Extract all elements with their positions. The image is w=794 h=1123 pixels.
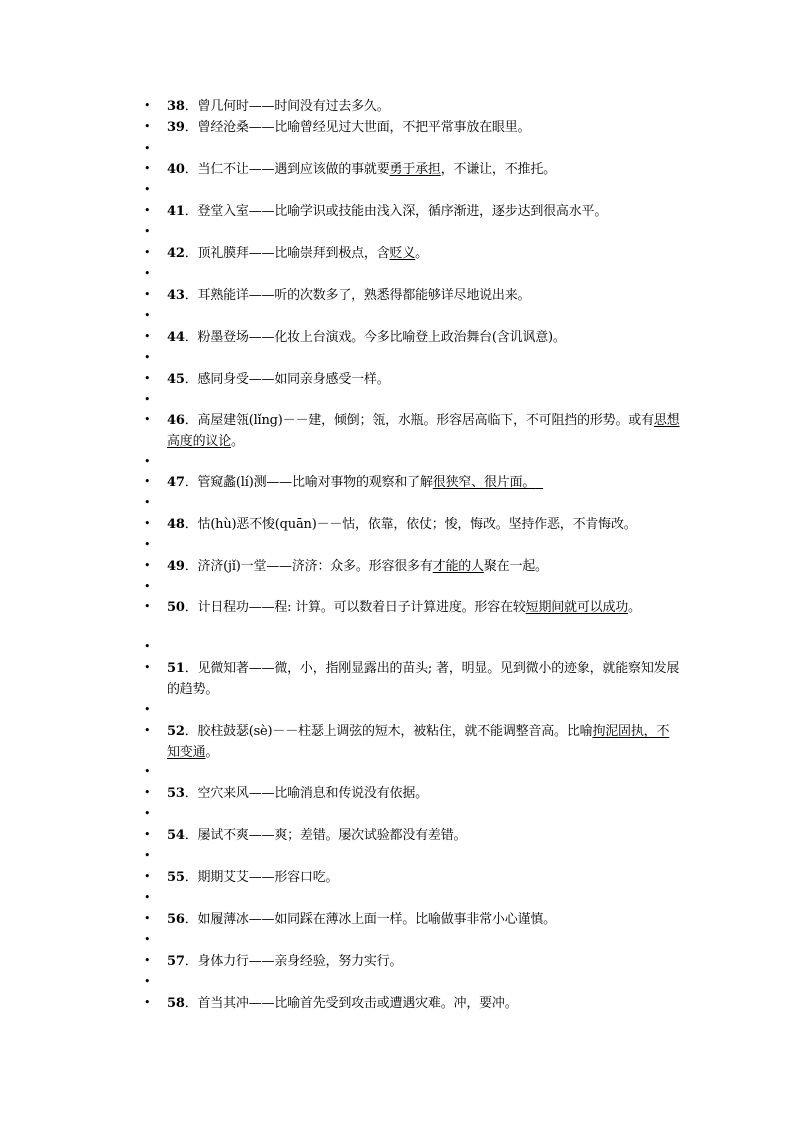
bullet: • xyxy=(144,600,151,613)
bullet: • xyxy=(144,372,151,385)
entry-text: 48．怙(hù)恶不悛(quān)－－怙，依靠，依仗；悛，悔改。坚持作恶，不肯悔改。 xyxy=(167,517,637,532)
entry-text: 42．顶礼膜拜——比喻崇拜到极点，含贬义。 xyxy=(167,246,428,261)
entry-body: 济济(jǐ)一堂——济济：众多。形容很多有 xyxy=(197,559,433,574)
entry-text: 56．如履薄冰——如同踩在薄冰上面一样。比喻做事非常小心谨慎。 xyxy=(167,912,556,927)
entry-number: 39 xyxy=(167,120,185,135)
bullet: • xyxy=(144,142,151,155)
bullet: • xyxy=(144,517,151,530)
entry-body: 高屋建瓴(lǐng)－－建，倾倒；瓴，水瓶。形容居高临下，不可阻挡的形势。或有 xyxy=(197,413,654,428)
underlined-text: 才能的人 xyxy=(432,559,484,574)
entry-body: 耳熟能详——听的次数多了，熟悉得都能够详尽地说出来。 xyxy=(197,288,531,303)
entry-body: 顶礼膜拜——比喻崇拜到极点，含 xyxy=(197,246,390,261)
entry-number: 52 xyxy=(167,724,185,739)
bullet: • xyxy=(144,640,151,653)
entry-number: 54 xyxy=(167,828,185,843)
entry-number: 55 xyxy=(167,870,185,885)
entry-body: 感同身受——如同亲身感受一样。 xyxy=(197,372,390,387)
entry-number: 41 xyxy=(167,204,185,219)
entry-text: 41．登堂入室——比喻学识或技能由浅入深，循序渐进，逐步达到很高水平。 xyxy=(167,204,608,219)
entry-text: 45．感同身受——如同亲身感受一样。 xyxy=(167,372,390,387)
bullet: • xyxy=(144,204,151,217)
entry-body-tail: 聚在一起。 xyxy=(483,559,548,574)
entry-text: 55．期期艾艾——形容口吃。 xyxy=(167,870,339,885)
entry-text: 39．曾经沧桑——比喻曾经见过大世面，不把平常事放在眼里。 xyxy=(167,120,531,135)
underlined-text: 思想高度的议论 xyxy=(167,413,680,449)
bullet: • xyxy=(144,765,151,778)
entry-text: 43．耳熟能详——听的次数多了，熟悉得都能够详尽地说出来。 xyxy=(167,288,531,303)
entry-number: 48 xyxy=(167,517,185,532)
bullet: • xyxy=(144,99,151,112)
bullet: • xyxy=(144,661,151,674)
bullet: • xyxy=(144,580,151,593)
bullet: • xyxy=(144,912,151,925)
bullet: • xyxy=(144,891,151,904)
bullet: • xyxy=(144,351,151,364)
entry-body: 屡试不爽——爽；差错。屡次试验都没有差错。 xyxy=(197,828,467,843)
bullet: • xyxy=(144,807,151,820)
entry-body: 登堂入室——比喻学识或技能由浅入深，循序渐进，逐步达到很高水平。 xyxy=(197,204,608,219)
bullet: • xyxy=(144,120,151,133)
entry-body: 首当其冲——比喻首先受到攻击或遭遇灾难。冲，要冲。 xyxy=(197,996,518,1011)
bullet: • xyxy=(144,975,151,988)
bullet: • xyxy=(144,413,151,426)
entry-number: 40 xyxy=(167,162,185,177)
underlined-text: 贬义 xyxy=(389,246,416,261)
bullet: • xyxy=(144,267,151,280)
entry-text: 38．曾几何时——时间没有过去多久。 xyxy=(167,99,390,114)
bullet: • xyxy=(144,703,151,716)
entry-number: 56 xyxy=(167,912,185,927)
entry-body: 空穴来风——比喻消息和传说没有依据。 xyxy=(197,786,428,801)
underlined-text: 很狭窄、很片面。 xyxy=(432,475,536,490)
entry-body: 曾几何时——时间没有过去多久。 xyxy=(197,99,390,114)
entry-number: 42 xyxy=(167,246,185,261)
bullet: • xyxy=(144,849,151,862)
bullet: • xyxy=(144,954,151,967)
entry-text: 49．济济(jǐ)一堂——济济：众多。形容很多有才能的人聚在一起。 xyxy=(167,559,548,574)
entry-text: 40．当仁不让——遇到应该做的事就要勇于承担，不谦让，不推托。 xyxy=(167,162,556,177)
bullet: • xyxy=(144,724,151,737)
bullet: • xyxy=(144,786,151,799)
entry-body: 期期艾艾——形容口吃。 xyxy=(197,870,339,885)
entry-text: 53．空穴来风——比喻消息和传说没有依据。 xyxy=(167,786,428,801)
entry-body-tail: ，不谦让，不推托。 xyxy=(440,162,556,177)
entry-number: 49 xyxy=(167,559,185,574)
underlined-text: 勇于承担 xyxy=(389,162,441,177)
entry-number: 47 xyxy=(167,475,185,490)
entry-body: 粉墨登场——化妆上台演戏。今多比喻登上政治舞台(含讥讽意)。 xyxy=(197,330,566,345)
bullet: • xyxy=(144,246,151,259)
bullet: • xyxy=(144,288,151,301)
entry-body-tail: 。 xyxy=(231,434,244,449)
entry-body-tail: 。 xyxy=(415,246,428,261)
entry-body: 如履薄冰——如同踩在薄冰上面一样。比喻做事非常小心谨慎。 xyxy=(197,912,556,927)
entry-text: 54．屡试不爽——爽；差错。屡次试验都没有差错。 xyxy=(167,828,467,843)
bullet: • xyxy=(144,828,151,841)
entry-text: 50．计日程功——程: 计算。可以数着日子计算进度。形容在较短期间就可以成功。 xyxy=(167,600,641,615)
entry-number: 43 xyxy=(167,288,185,303)
entry-text: 47．管窥蠡(lí)测——比喻对事物的观察和了解很狭窄、很片面。 xyxy=(167,475,536,490)
entry-text: 44．粉墨登场——化妆上台演戏。今多比喻登上政治舞台(含讥讽意)。 xyxy=(167,330,566,345)
entry-number: 57 xyxy=(167,954,185,969)
entry-number: 51 xyxy=(167,661,185,676)
bullet: • xyxy=(144,496,151,509)
entry-body: 见微知著——微，小，指刚显露出的苗头; 著，明显。见到微小的迹象，就能察知发展的趋势。 xyxy=(167,661,680,697)
entry-body: 胶柱鼓瑟(sè)－－柱瑟上调弦的短木，被粘住，就不能调整音高。比喻 xyxy=(197,724,593,739)
entry-body: 管窥蠡(lí)测——比喻对事物的观察和了解 xyxy=(197,475,433,490)
entry-number: 50 xyxy=(167,600,185,615)
entry-number: 38 xyxy=(167,99,185,114)
entry-text: 51．见微知著——微，小，指刚显露出的苗头; 著，明显。见到微小的迹象，就能察知发展的趋势。 xyxy=(167,661,680,697)
entry-text: 52．胶柱鼓瑟(sè)－－柱瑟上调弦的短木，被粘住，就不能调整音高。比喻拘泥固执，不知变通。 xyxy=(167,724,670,760)
bullet: • xyxy=(144,996,151,1009)
entry-body-tail: 。 xyxy=(205,745,219,760)
entry-body-tail: 。 xyxy=(628,600,641,615)
entry-body: 计日程功——程: 计算。可以数着日子计算进度。形容在较 xyxy=(197,600,526,615)
bullet: • xyxy=(144,225,151,238)
underlined-text: 拘泥固执，不知变通 xyxy=(167,724,670,760)
bullet: • xyxy=(144,455,151,468)
entry-text: 57．身体力行——亲身经验，努力实行。 xyxy=(167,954,403,969)
bullet: • xyxy=(144,183,151,196)
underlined-text: 短期间就可以成功 xyxy=(525,600,629,615)
bullet: • xyxy=(144,393,151,406)
bullet: • xyxy=(144,330,151,343)
entry-body: 怙(hù)恶不悛(quān)－－怙，依靠，依仗；悛，悔改。坚持作恶，不肯悔改。 xyxy=(197,517,637,532)
entry-text: 58．首当其冲——比喻首先受到攻击或遭遇灾难。冲，要冲。 xyxy=(167,996,518,1011)
entry-body: 曾经沧桑——比喻曾经见过大世面，不把平常事放在眼里。 xyxy=(197,120,531,135)
entry-number: 46 xyxy=(167,413,185,428)
entry-number: 44 xyxy=(167,330,185,345)
entry-number: 58 xyxy=(167,996,185,1011)
entry-text: 46．高屋建瓴(lǐng)－－建，倾倒；瓴，水瓶。形容居高临下，不可阻挡的形势。或有思想高度的议论。 xyxy=(167,413,680,449)
bullet: • xyxy=(144,309,151,322)
entry-body: 当仁不让——遇到应该做的事就要 xyxy=(197,162,390,177)
bullet: • xyxy=(144,475,151,488)
bullet: • xyxy=(144,870,151,883)
bullet: • xyxy=(144,538,151,551)
entry-body: 身体力行——亲身经验，努力实行。 xyxy=(197,954,403,969)
bullet: • xyxy=(144,162,151,175)
entry-number: 45 xyxy=(167,372,185,387)
bullet: • xyxy=(144,559,151,572)
bullet: • xyxy=(144,933,151,946)
entry-number: 53 xyxy=(167,786,185,801)
